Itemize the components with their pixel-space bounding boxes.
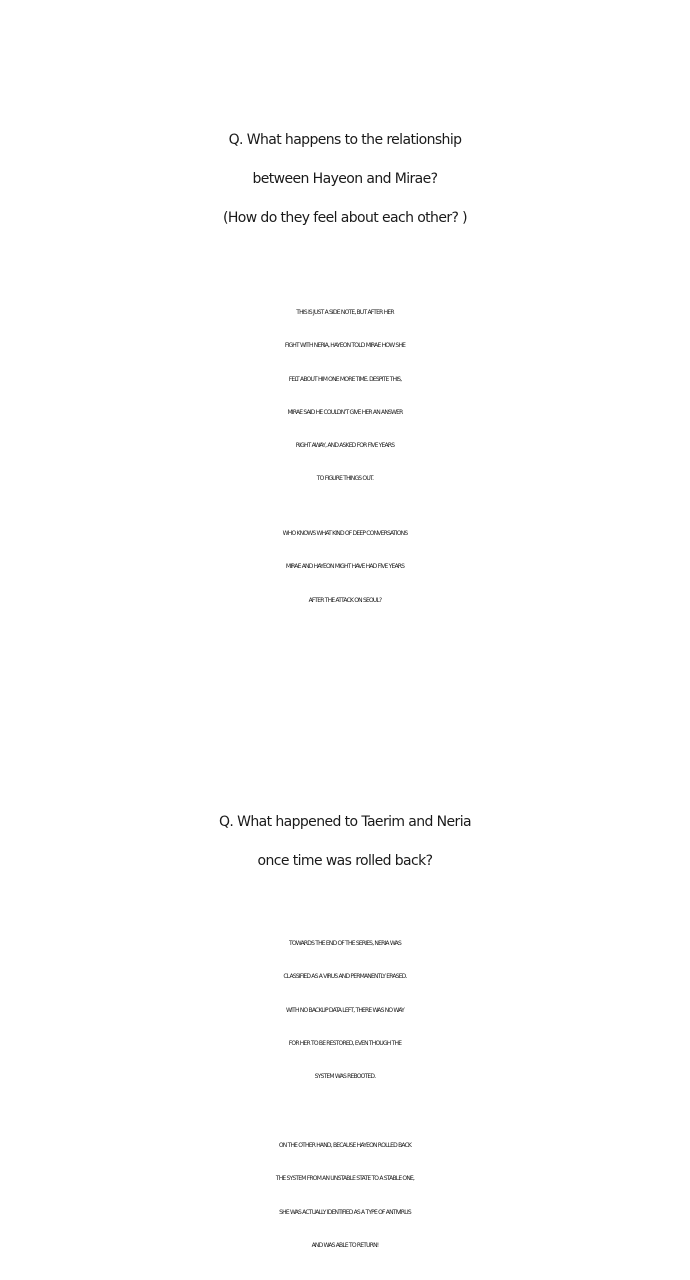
answer-line: WITH NO BACKUP DATA LEFT, THERE WAS NO WAY bbox=[286, 1006, 404, 1014]
answer-line: MIRAE AND HAYEON MIGHT HAVE HAD FIVE YEARS bbox=[285, 563, 405, 571]
answer-line: FIGHT WITH NERIA, HAYEON TOLD MIRAE HOW SHE bbox=[284, 342, 406, 350]
answer-1-paragraph-2 bbox=[0, 517, 690, 617]
answer-line: THIS IS JUST A SIDE NOTE, BUT AFTER HER bbox=[296, 309, 394, 316]
answer-2-paragraph-2 bbox=[0, 1129, 690, 1262]
answer-line: WHO KNOWS WHAT KIND OF DEEP CONVERSATIONS bbox=[282, 530, 408, 537]
answer-line: RIGHT AWAY, AND ASKED FOR FIVE YEARS bbox=[295, 442, 395, 450]
answer-line: FELT ABOUT HIM ONE MORE TIME. DESPITE THIS, bbox=[288, 375, 402, 383]
answer-line: TOWARDS THE END OF THE SERIES, NERIA WAS bbox=[289, 940, 401, 947]
question-2 bbox=[0, 803, 690, 881]
answer-line: ON THE OTHER HAND, BECAUSE HAYEON ROLLED BACK bbox=[278, 1142, 412, 1149]
answer-line: THE SYSTEM FROM AN UNSTABLE STATE TO A STABLE ONE, bbox=[275, 1175, 415, 1183]
question-1-line: (How do they feel about each other? ) bbox=[222, 210, 468, 226]
question-1 bbox=[0, 121, 690, 238]
answer-line: AFTER THE ATTACK ON SEOUL? bbox=[308, 596, 382, 604]
answer-1-paragraph-1 bbox=[0, 296, 690, 496]
answer-line: FOR HER TO BE RESTORED, EVEN THOUGH THE bbox=[288, 1039, 402, 1047]
answer-line: CLASSIFIED AS A VIRUS AND PERMANENTLY ERASED. bbox=[283, 973, 407, 981]
question-2-line: Q. What happened to Taerim and Neria bbox=[219, 814, 471, 830]
answer-line: TO FIGURE THINGS OUT. bbox=[316, 475, 374, 483]
question-2-line: once time was rolled back? bbox=[257, 853, 433, 869]
answer-line: SYSTEM WAS REBOOTED. bbox=[314, 1073, 376, 1081]
answer-2-paragraph-1 bbox=[0, 927, 690, 1093]
answer-line: SHE WAS ACTUALLY IDENTIFIED AS A TYPE OF ANTIVIRUS bbox=[279, 1208, 411, 1216]
answer-line: AND WAS ABLE TO RETURN! bbox=[311, 1241, 379, 1249]
question-1-line: Q. What happens to the relationship bbox=[228, 132, 462, 148]
question-1-line: between Hayeon and Mirae? bbox=[252, 171, 438, 187]
answer-line: MIRAE SAID HE COULDN’T GIVE HER AN ANSWER bbox=[287, 408, 403, 416]
